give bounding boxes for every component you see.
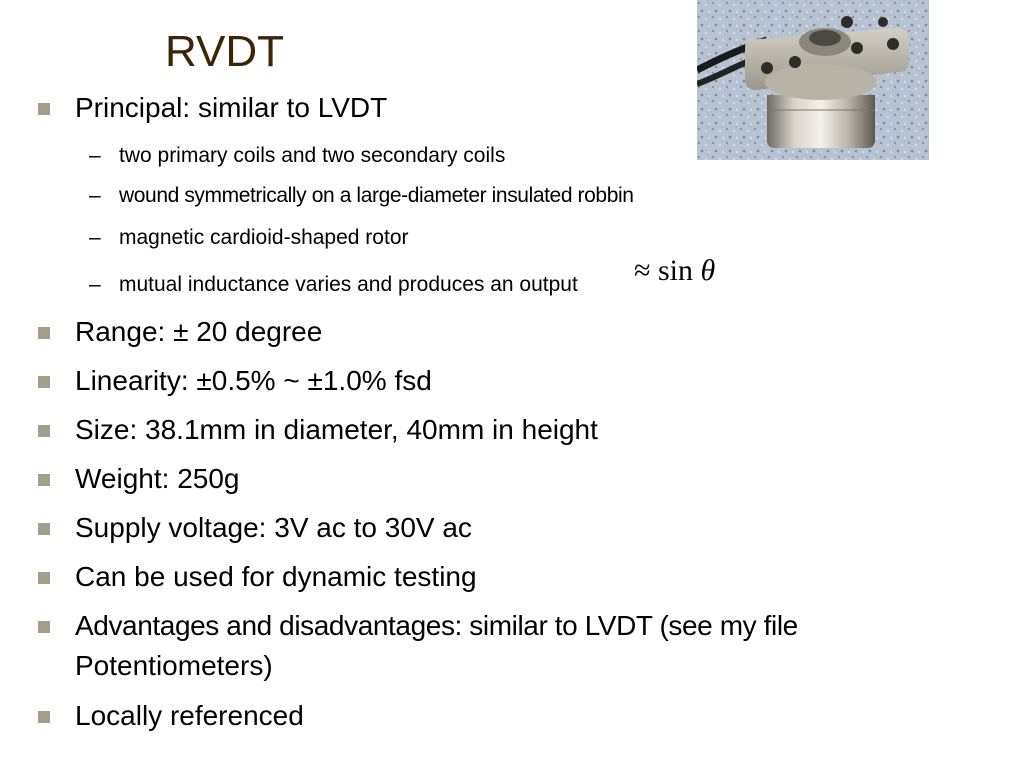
- bullet-locally-referenced: Locally referenced: [75, 700, 304, 731]
- formula-approx-sin-theta: [634, 253, 715, 289]
- bullet-marker: [38, 621, 50, 633]
- sub-bullet-dash: –: [89, 273, 101, 296]
- slide-title: RVDT: [165, 27, 284, 76]
- bullet-marker: [38, 376, 50, 388]
- bullet-marker: [38, 711, 50, 723]
- sub-bullet-dash: –: [89, 184, 101, 207]
- rvdt-sensor-photo: [697, 0, 945, 180]
- sub-bullet-dash: –: [89, 226, 101, 249]
- bullet-advantages: Advantages and disadvantages: similar to LVDT (see my file: [75, 610, 798, 641]
- bullet-marker: [38, 327, 50, 339]
- approx-symbol: ≈: [634, 254, 651, 287]
- sub-bullet-dash: –: [89, 144, 101, 167]
- bullet-size: Size: 38.1mm in diameter, 40mm in height: [75, 414, 598, 445]
- bullet-marker: [38, 474, 50, 486]
- bullet-marker: [38, 103, 50, 115]
- bullet-advantages-continued: Potentiometers): [75, 650, 273, 681]
- sub-bullet-mutual-inductance: mutual inductance varies and produces an output: [119, 273, 578, 296]
- bullet-marker: [38, 523, 50, 535]
- bullet-dynamic-testing: Can be used for dynamic testing: [75, 561, 477, 592]
- sin-function: sin: [657, 254, 693, 287]
- bullet-linearity: Linearity: ±0.5% ~ ±1.0% fsd: [75, 365, 432, 396]
- theta-symbol: θ: [700, 254, 716, 287]
- bullet-range: Range: ± 20 degree: [75, 316, 323, 347]
- sub-bullet-wound: wound symmetrically on a large-diameter insulated robbin: [119, 184, 634, 207]
- bullet-principal: Principal: similar to LVDT: [75, 92, 388, 123]
- bullet-marker: [38, 572, 50, 584]
- sub-bullet-primary-coils: two primary coils and two secondary coils: [119, 144, 506, 167]
- bullet-marker: [38, 425, 50, 437]
- bullet-weight: Weight: 250g: [75, 463, 240, 494]
- sub-bullet-rotor: magnetic cardioid-shaped rotor: [119, 226, 409, 249]
- bullet-supply-voltage: Supply voltage: 3V ac to 30V ac: [75, 512, 472, 543]
